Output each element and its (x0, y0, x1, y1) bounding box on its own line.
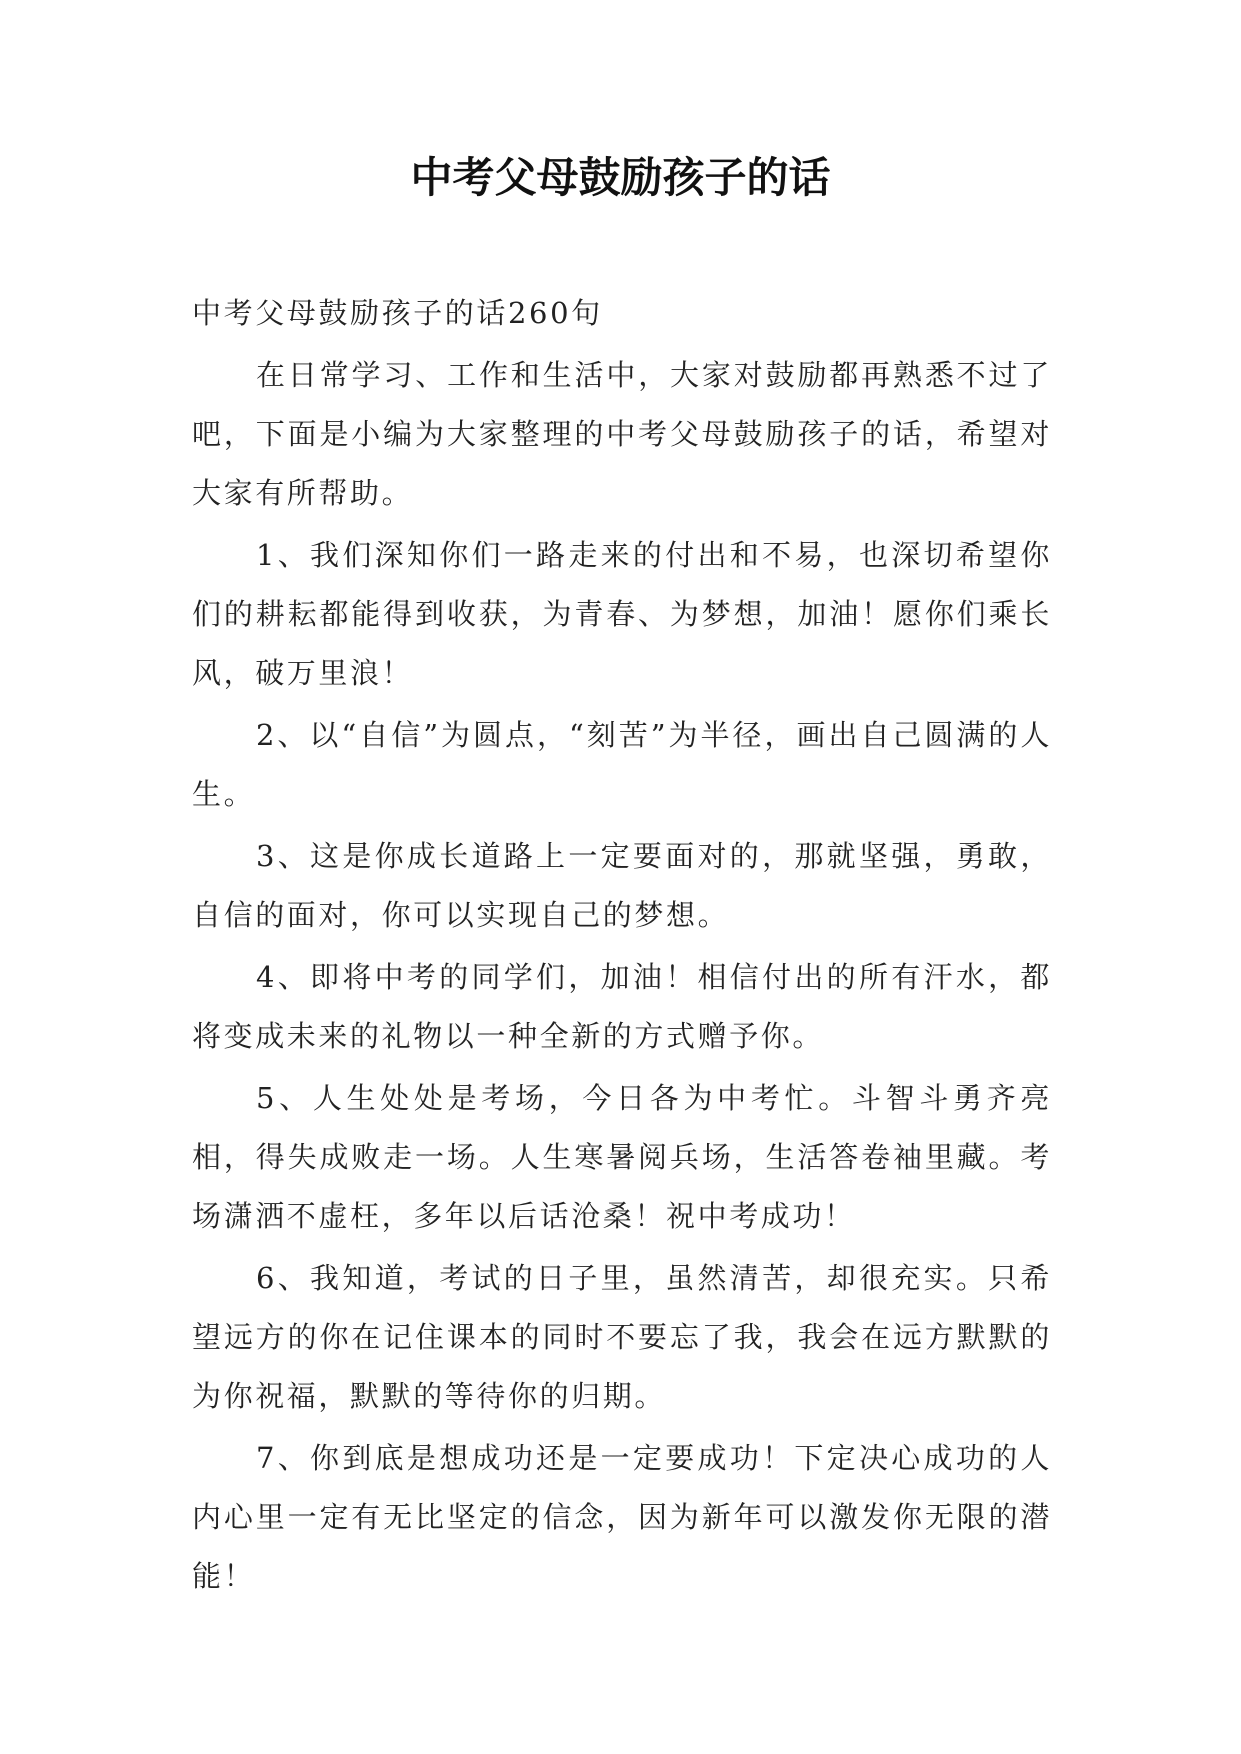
document-body (192, 284, 1052, 1609)
quote-paragraph-6: 6、我知道，考试的日子里，虽然清苦，却很充实。只希望远方的你在记住课本的同时不要忘了我，我会在远方默默的为你祝福，默默的等待你的归期。 (192, 1261, 1052, 1413)
quote-paragraph-1: 1、我们深知你们一路走来的付出和不易，也深切希望你们的耕耘都能得到收获，为青春、为梦想，加油！愿你们乘长风，破万里浪！ (192, 538, 1052, 690)
document-title: 中考父母鼓励孩子的话 (410, 153, 831, 202)
document-subtitle: 中考父母鼓励孩子的话260句 (192, 296, 603, 330)
quote-paragraph-4: 4、即将中考的同学们，加油！相信付出的所有汗水，都将变成未来的礼物以一种全新的方式赠予你。 (192, 960, 1052, 1053)
quote-paragraph-5: 5、人生处处是考场，今日各为中考忙。斗智斗勇齐亮相，得失成败走一场。人生寒暑阅兵场，生活答卷袖里藏。考场潇洒不虚枉，多年以后话沧桑！祝中考成功！ (192, 1081, 1052, 1233)
quote-paragraph-3: 3、这是你成长道路上一定要面对的，那就坚强，勇敢，自信的面对，你可以实现自己的梦想。 (192, 839, 1052, 932)
quote-paragraph-7: 7、你到底是想成功还是一定要成功！下定决心成功的人内心里一定有无比坚定的信念，因为新年可以激发你无限的潜能！ (192, 1441, 1052, 1593)
quote-paragraph-2: 2、以“自信”为圆点，“刻苦”为半径，画出自己圆满的人生。 (192, 718, 1052, 811)
intro-paragraph: 在日常学习、工作和生活中，大家对鼓励都再熟悉不过了吧，下面是小编为大家整理的中考父母鼓励孩子的话，希望对大家有所帮助。 (192, 358, 1052, 510)
